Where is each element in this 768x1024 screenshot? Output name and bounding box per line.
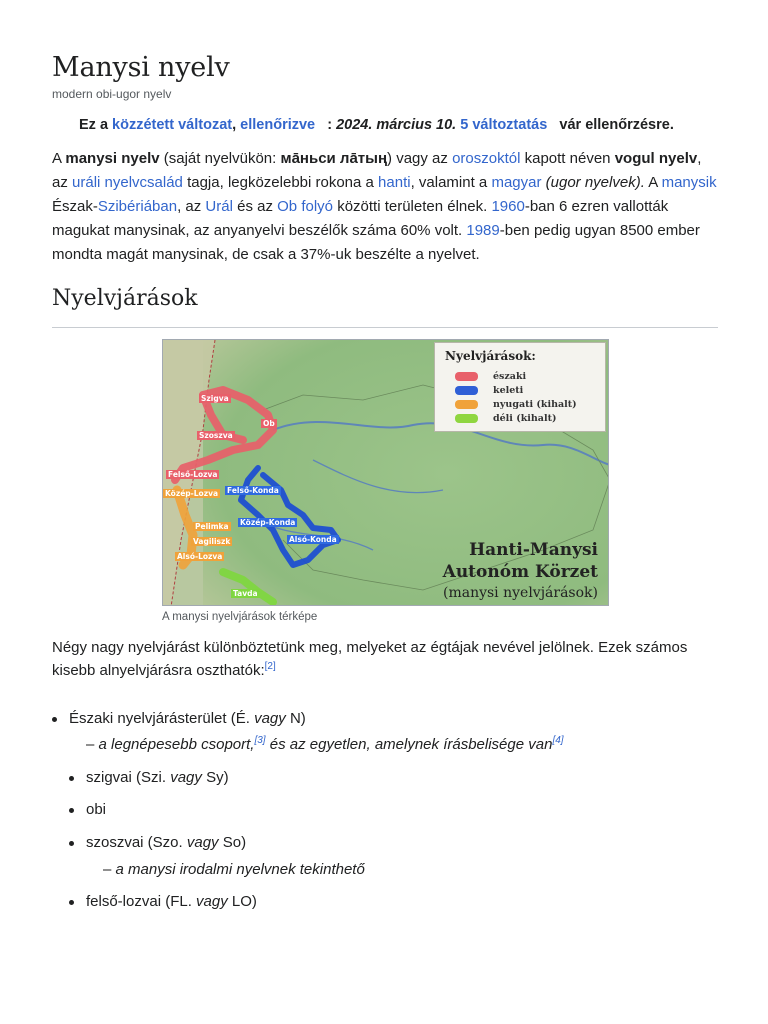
link-1989[interactable]: 1989	[466, 222, 500, 239]
list-item-felso-lozvai: felső-lozvai (FL. vagy LO)	[86, 893, 257, 910]
map-label-vagiliszk: Vagiliszk	[193, 537, 231, 546]
bullet	[69, 776, 74, 781]
term-vogul: vogul nyelv	[614, 150, 698, 167]
link-1960[interactable]: 1960	[491, 198, 525, 215]
list-item-eszaki-note: – a legnépesebb csoport,[3] és az egyetlen, amelynek írásbelisége van[4]	[86, 735, 564, 753]
list-item-szoszvai: szoszvai (Szo. vagy So)	[86, 834, 247, 851]
map-label-felso-lozva: Felső-Lozva	[168, 470, 218, 479]
swatch-green	[455, 414, 478, 423]
map-label-ob: Ob	[263, 419, 275, 428]
link-ural[interactable]: Urál	[205, 198, 233, 215]
review-date: 2024. március 10.	[336, 117, 457, 133]
section-divider	[52, 327, 718, 328]
bullet	[69, 808, 74, 813]
map-legend: Nyelvjárások: északi keleti nyugati (kihalt) déli (kihalt)	[434, 342, 606, 432]
map-caption: A manysi nyelvjárások térképe	[162, 611, 318, 623]
swatch-red	[455, 372, 478, 381]
dialect-map[interactable]	[162, 339, 609, 606]
link-oroszok[interactable]: oroszoktól	[452, 150, 521, 167]
map-label-also-lozva: Alsó-Lozva	[177, 552, 223, 561]
map-label-pelimka: Pelimka	[195, 522, 229, 531]
map-label-szoszva: Szoszva	[199, 431, 233, 440]
published-version-link[interactable]: közzétett változat	[112, 117, 233, 133]
map-label-szigva: Szigva	[201, 394, 229, 403]
link-urali[interactable]: uráli nyelvcsalád	[72, 174, 183, 191]
dialects-paragraph: Négy nagy nyelvjárást különböztetünk meg, melyeket az égtájak nevével jelölnek. Ezek számos kisebb alnyelvjárásra oszthatók:[2]	[52, 639, 688, 679]
list-item-szoszvai-note: – a manysi irodalmi nyelvnek tekinthető	[103, 861, 365, 878]
bullet	[69, 841, 74, 846]
legend-title: Nyelvjárások:	[445, 349, 536, 363]
map-label-tavda: Tavda	[233, 589, 258, 598]
map-title-line2: Autonóm Körzet	[442, 562, 598, 582]
page-title: Manysi nyelv	[52, 52, 230, 83]
link-hanti[interactable]: hanti	[378, 174, 411, 191]
map-title-line1: Hanti-Manysi	[469, 540, 598, 560]
map-label-kozep-lozva: Közép-Lozva	[165, 489, 219, 498]
ref-2[interactable]: [2]	[264, 661, 276, 672]
link-ob-folyo[interactable]: Ob folyó	[277, 198, 334, 215]
page-subtitle: modern obi-ugor nyelv	[52, 87, 172, 101]
map-label-kozep-konda: Közép-Konda	[240, 518, 296, 527]
list-item-obi: obi	[86, 801, 107, 818]
link-manysik[interactable]: manysik	[661, 174, 717, 191]
pending-changes-link[interactable]: 5 változtatás	[460, 117, 548, 133]
native-name: мāньси лāтың	[280, 150, 388, 167]
map-label-felso-konda: Felső-Konda	[227, 486, 279, 495]
review-notice: Ez a közzétett változat, ellenőrizve : 2024. március 10. 5 változtatás vár ellenőrzésre.	[79, 117, 674, 133]
reviewed-link[interactable]: ellenőrizve	[240, 117, 316, 133]
ref-3[interactable]: [3]	[254, 735, 266, 746]
list-item-szigvai: szigvai (Szi. vagy Sy)	[86, 769, 229, 786]
bullet	[52, 717, 57, 722]
list-item-eszaki: Északi nyelvjárásterület (É. vagy N)	[69, 710, 306, 727]
map-title-line3: (manysi nyelvjárások)	[442, 585, 598, 601]
link-magyar[interactable]: magyar	[491, 174, 542, 191]
link-szibiria[interactable]: Szibériában	[97, 198, 178, 215]
bullet	[69, 900, 74, 905]
intro-paragraph: A manysi nyelv (saját nyelvükön: мāньси лāтың) vagy az oroszoktól kapott néven vogul nyelv, az uráli nyelvcsalád tagja, legközelebbi rokona a hanti, valamint a magyar (ugor nyelvek). A manysik Észak-Szibériában, az Urál és az Ob folyó közötti területen élnek. 1960-ban 6 ezren vallották magukat manysinak, az anyanyelvi beszélők száma 60% volt. 1989-ben pedig ugyan 8500 ember mondta magát manysinak, de csak a 37%-uk beszélte a nyelvet.	[52, 150, 717, 263]
term-manysi-nyelv: manysi nyelv	[65, 150, 160, 167]
map-label-also-konda: Alsó-Konda	[289, 535, 337, 544]
ref-4[interactable]: [4]	[552, 735, 564, 746]
swatch-orange	[455, 400, 478, 409]
swatch-blue	[455, 386, 478, 395]
section-heading: Nyelvjárások	[52, 286, 198, 311]
